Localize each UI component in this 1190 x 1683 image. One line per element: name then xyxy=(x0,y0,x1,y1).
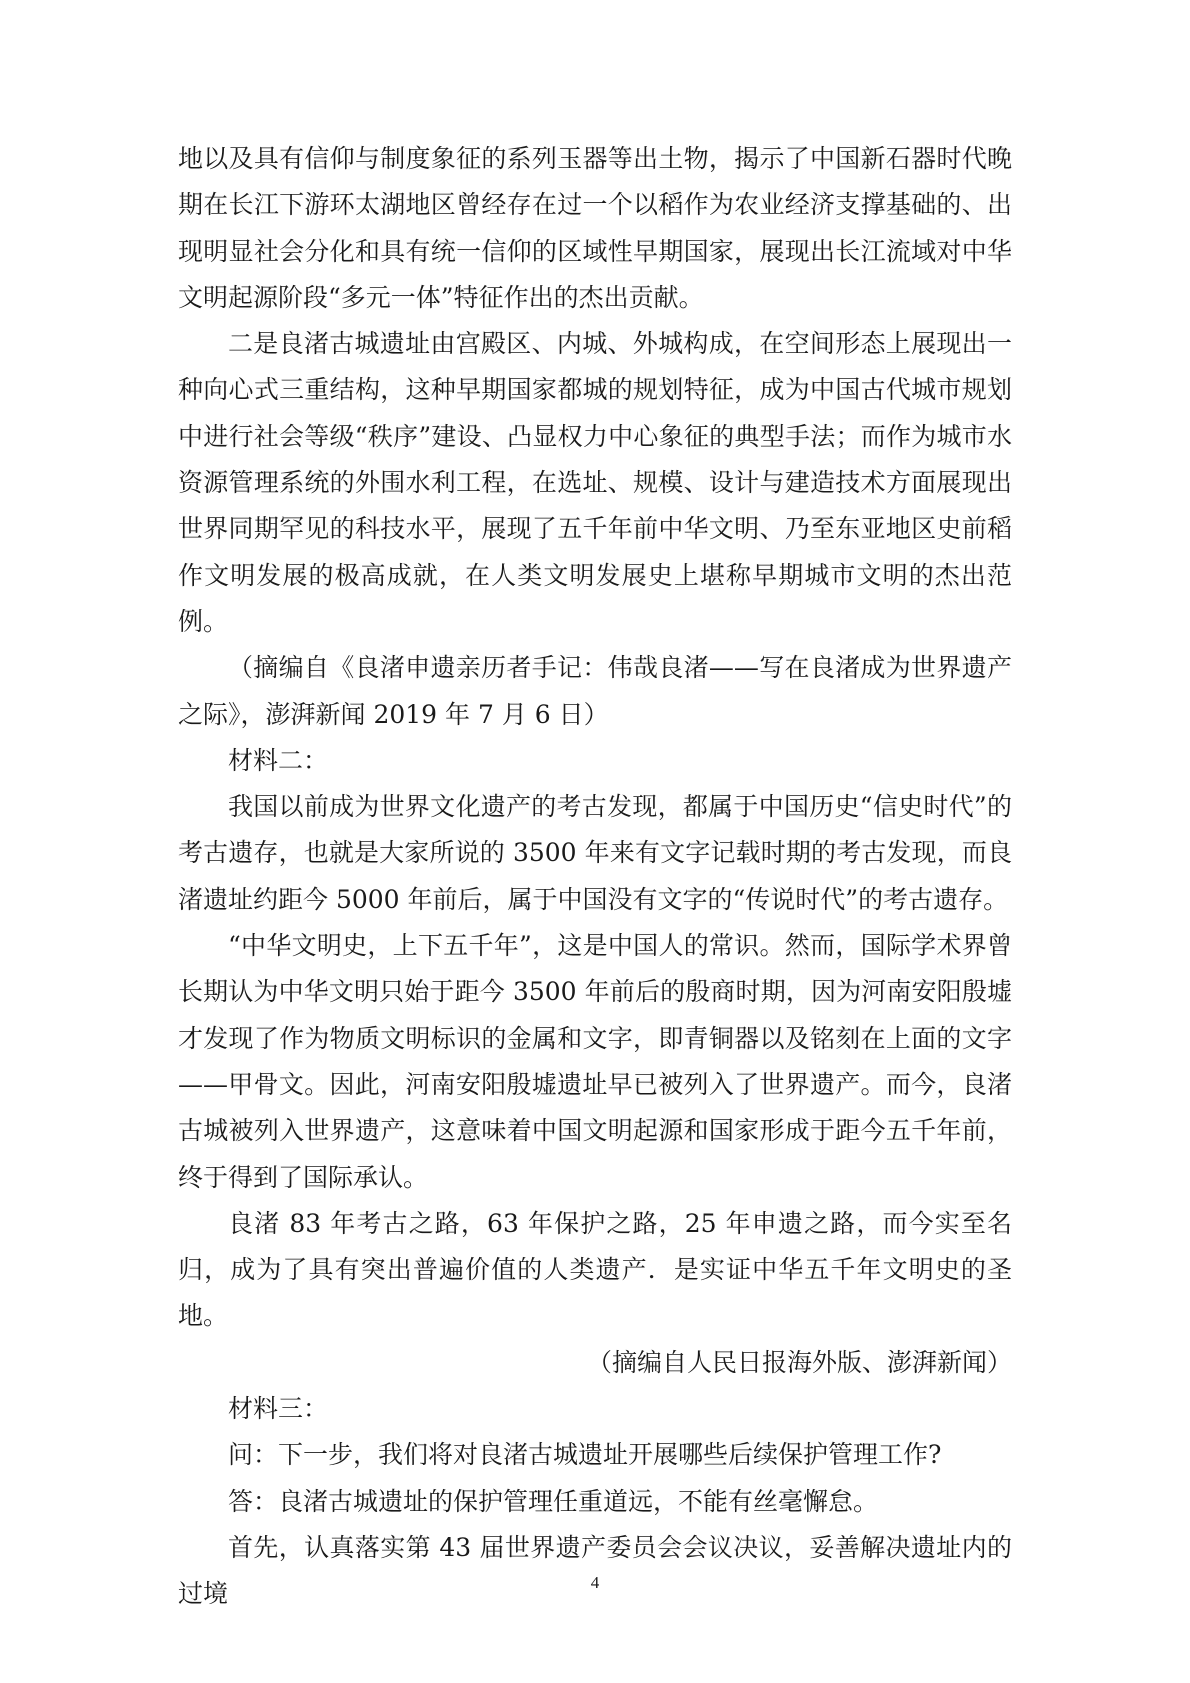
source-citation-2: （摘编自人民日报海外版、澎湃新闻） xyxy=(586,1347,1012,1377)
paragraph-planning: 二是良渚古城遗址由宫殿区、内城、外城构成，在空间形态上展现出一种向心式三重结构，这种早期国家都城的规划特征，成为中国古代城市规划中进行社会等级“秩序”建设、凸显权力中心象征的典型手法；而作为城市水资源管理系统的外围水利工程，在选址、规模、设计与建造技术方面展现出世界同期罕见的科技水平，展现了五千年前中华文明、乃至东亚地区史前稻作文明发展的极高成就，在人类文明发展史上堪称早期城市文明的杰出范例。 xyxy=(178,329,1012,636)
paragraph-heritage: 我国以前成为世界文化遗产的考古发现，都属于中国历史“信史时代”的考古遗存，也就是大家所说的 3500 年来有文字记载时期的考古发现，而良渚遗址约距今 5000 年前后，属于中国没有文字的“传说时代”的考古遗存。 xyxy=(178,792,1012,914)
paragraph-liangzhu-road: 良渚 83 年考古之路，63 年保护之路，25 年申遗之路，而今实至名归，成为了具有突出普遍价值的人类遗产．是实证中华五千年文明史的圣地。 xyxy=(178,1208,1012,1331)
body-text xyxy=(178,136,1012,1618)
paragraph-continuation: 地以及具有信仰与制度象征的系列玉器等出土物，揭示了中国新石器时代晚期在长江下游环太湖地区曾经存在过一个以稻作为农业经济支撑基础的、出现明显社会分化和具有统一信仰的区域性早期国家，展现出长江流域对中华文明起源阶段“多元一体”特征作出的杰出贡献。 xyxy=(178,144,1012,312)
answer-text: 答：良渚古城遗址的保护管理任重道远，不能有丝毫懈怠。 xyxy=(228,1486,879,1516)
section-heading-material-2: 材料二： xyxy=(228,745,329,775)
source-citation-1: （摘编自《良渚申遗亲历者手记：伟哉良渚——写在良渚成为世界遗产之际》，澎湃新闻 2019 年 7 月 6 日） xyxy=(178,653,1012,729)
page-number: 4 xyxy=(590,1573,600,1592)
paragraph-five-thousand-years: “中华文明史，上下五千年”，这是中国人的常识。然而，国际学术界曾长期认为中华文明只始于距今 3500 年前后的殷商时期，因为河南安阳殷墟才发现了作为物质文明标识的金属和文字，即青铜器以及铭刻在上面的文字——甲骨文。因此，河南安阳殷墟遗址早已被列入了世界遗产。而今，良渚古城被列入世界遗产，这意味着中国文明起源和国家形成于距今五千年前，终于得到了国际承认。 xyxy=(178,931,1012,1192)
question-text: 问：下一步，我们将对良渚古城遗址开展哪些后续保护管理工作? xyxy=(228,1440,942,1470)
paragraph-first-step: 首先，认真落实第 43 届世界遗产委员会会议决议，妥善解决遗址内的过境 xyxy=(178,1532,1012,1609)
section-heading-material-3: 材料三： xyxy=(228,1394,329,1424)
